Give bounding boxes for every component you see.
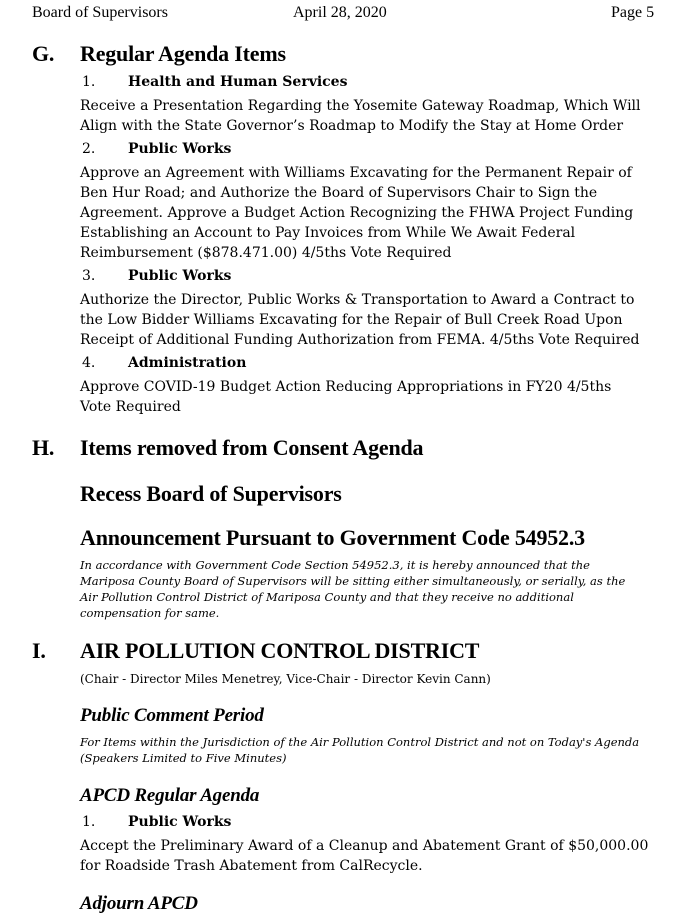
item-department: Administration — [128, 355, 247, 371]
public-comment-heading: Public Comment Period — [80, 705, 264, 726]
recess-heading: Recess Board of Supervisors — [80, 481, 342, 506]
description-line: Agreement. Approve a Budget Action Recognizing the FHWA Project Funding — [80, 205, 634, 221]
description-line: Receipt of Additional Funding Authorization from FEMA. 4/5ths Vote Required — [80, 332, 640, 348]
description-line: for Roadside Trash Abatement from CalRecycle. — [80, 858, 423, 874]
section-i-letter: I. — [32, 638, 46, 663]
description-line: Reimbursement ($878.471.00) 4/5ths Vote Required — [80, 245, 452, 261]
apcd-regular-agenda-heading: APCD Regular Agenda — [80, 785, 260, 806]
item-number: 2. — [82, 141, 96, 157]
item-number: 1. — [82, 74, 96, 90]
announcement-line: Mariposa County Board of Supervisors will be sitting either simultaneously, or serially, as the — [80, 574, 626, 588]
announcement-line: compensation for same. — [80, 606, 220, 620]
officers-line: (Chair - Director Miles Menetrey, Vice-Chair - Director Kevin Cann) — [80, 672, 491, 686]
description-line: Approve COVID-19 Budget Action Reducing Appropriations in FY20 4/5ths — [80, 379, 612, 395]
item-description — [80, 836, 672, 876]
description-line: the Low Bidder Williams Excavating for the Repair of Bull Creek Road Upon — [80, 312, 623, 328]
header-board-name: Board of Supervisors — [32, 4, 168, 21]
item-description — [80, 377, 672, 417]
item-department: Public Works — [128, 141, 232, 157]
item-number: 1. — [82, 814, 96, 830]
public-comment-line: (Speakers Limited to Five Minutes) — [80, 751, 287, 765]
header-page-number: Page 5 — [611, 4, 655, 21]
description-line: Ben Hur Road; and Authorize the Board of Supervisors Chair to Sign the — [80, 185, 598, 201]
description-line: Authorize the Director, Public Works & Transportation to Award a Contract to — [80, 292, 635, 308]
adjourn-apcd-heading: Adjourn APCD — [80, 893, 198, 914]
public-comment-text — [80, 734, 670, 766]
description-line: Establishing an Account to Pay Invoices from While We Await Federal — [80, 225, 576, 241]
item-description — [80, 290, 672, 350]
description-line: Receive a Presentation Regarding the Yosemite Gateway Roadmap, Which Will — [80, 98, 641, 114]
item-number: 4. — [82, 355, 96, 371]
description-line: Align with the State Governor’s Roadmap to Modify the Stay at Home Order — [80, 118, 624, 134]
item-department: Public Works — [128, 814, 232, 830]
description-line: Vote Required — [80, 399, 181, 415]
section-h-letter: H. — [32, 435, 55, 460]
announcement-heading: Announcement Pursuant to Government Code 54952.3 — [80, 525, 585, 550]
announcement-line: Air Pollution Control District of Mariposa County and that they receive no additional — [80, 590, 574, 604]
item-description — [80, 96, 672, 136]
header-date: April 28, 2020 — [293, 4, 387, 21]
section-g-letter: G. — [32, 41, 55, 66]
item-description — [80, 163, 672, 263]
section-h-title: Items removed from Consent Agenda — [80, 435, 424, 460]
section-i-title: AIR POLLUTION CONTROL DISTRICT — [80, 638, 480, 663]
item-department: Health and Human Services — [128, 74, 348, 90]
description-line: Accept the Preliminary Award of a Cleanup and Abatement Grant of $50,000.00 — [80, 838, 649, 854]
announcement-line: In accordance with Government Code Section 54952.3, it is hereby announced that the — [80, 558, 590, 572]
section-g-title: Regular Agenda Items — [80, 41, 286, 66]
item-number: 3. — [82, 268, 96, 284]
public-comment-line: For Items within the Jurisdiction of the Air Pollution Control District and not on Today's Agenda — [80, 735, 640, 749]
description-line: Approve an Agreement with Williams Excavating for the Permanent Repair of — [80, 165, 632, 181]
item-department: Public Works — [128, 268, 232, 284]
announcement-text — [80, 557, 670, 621]
